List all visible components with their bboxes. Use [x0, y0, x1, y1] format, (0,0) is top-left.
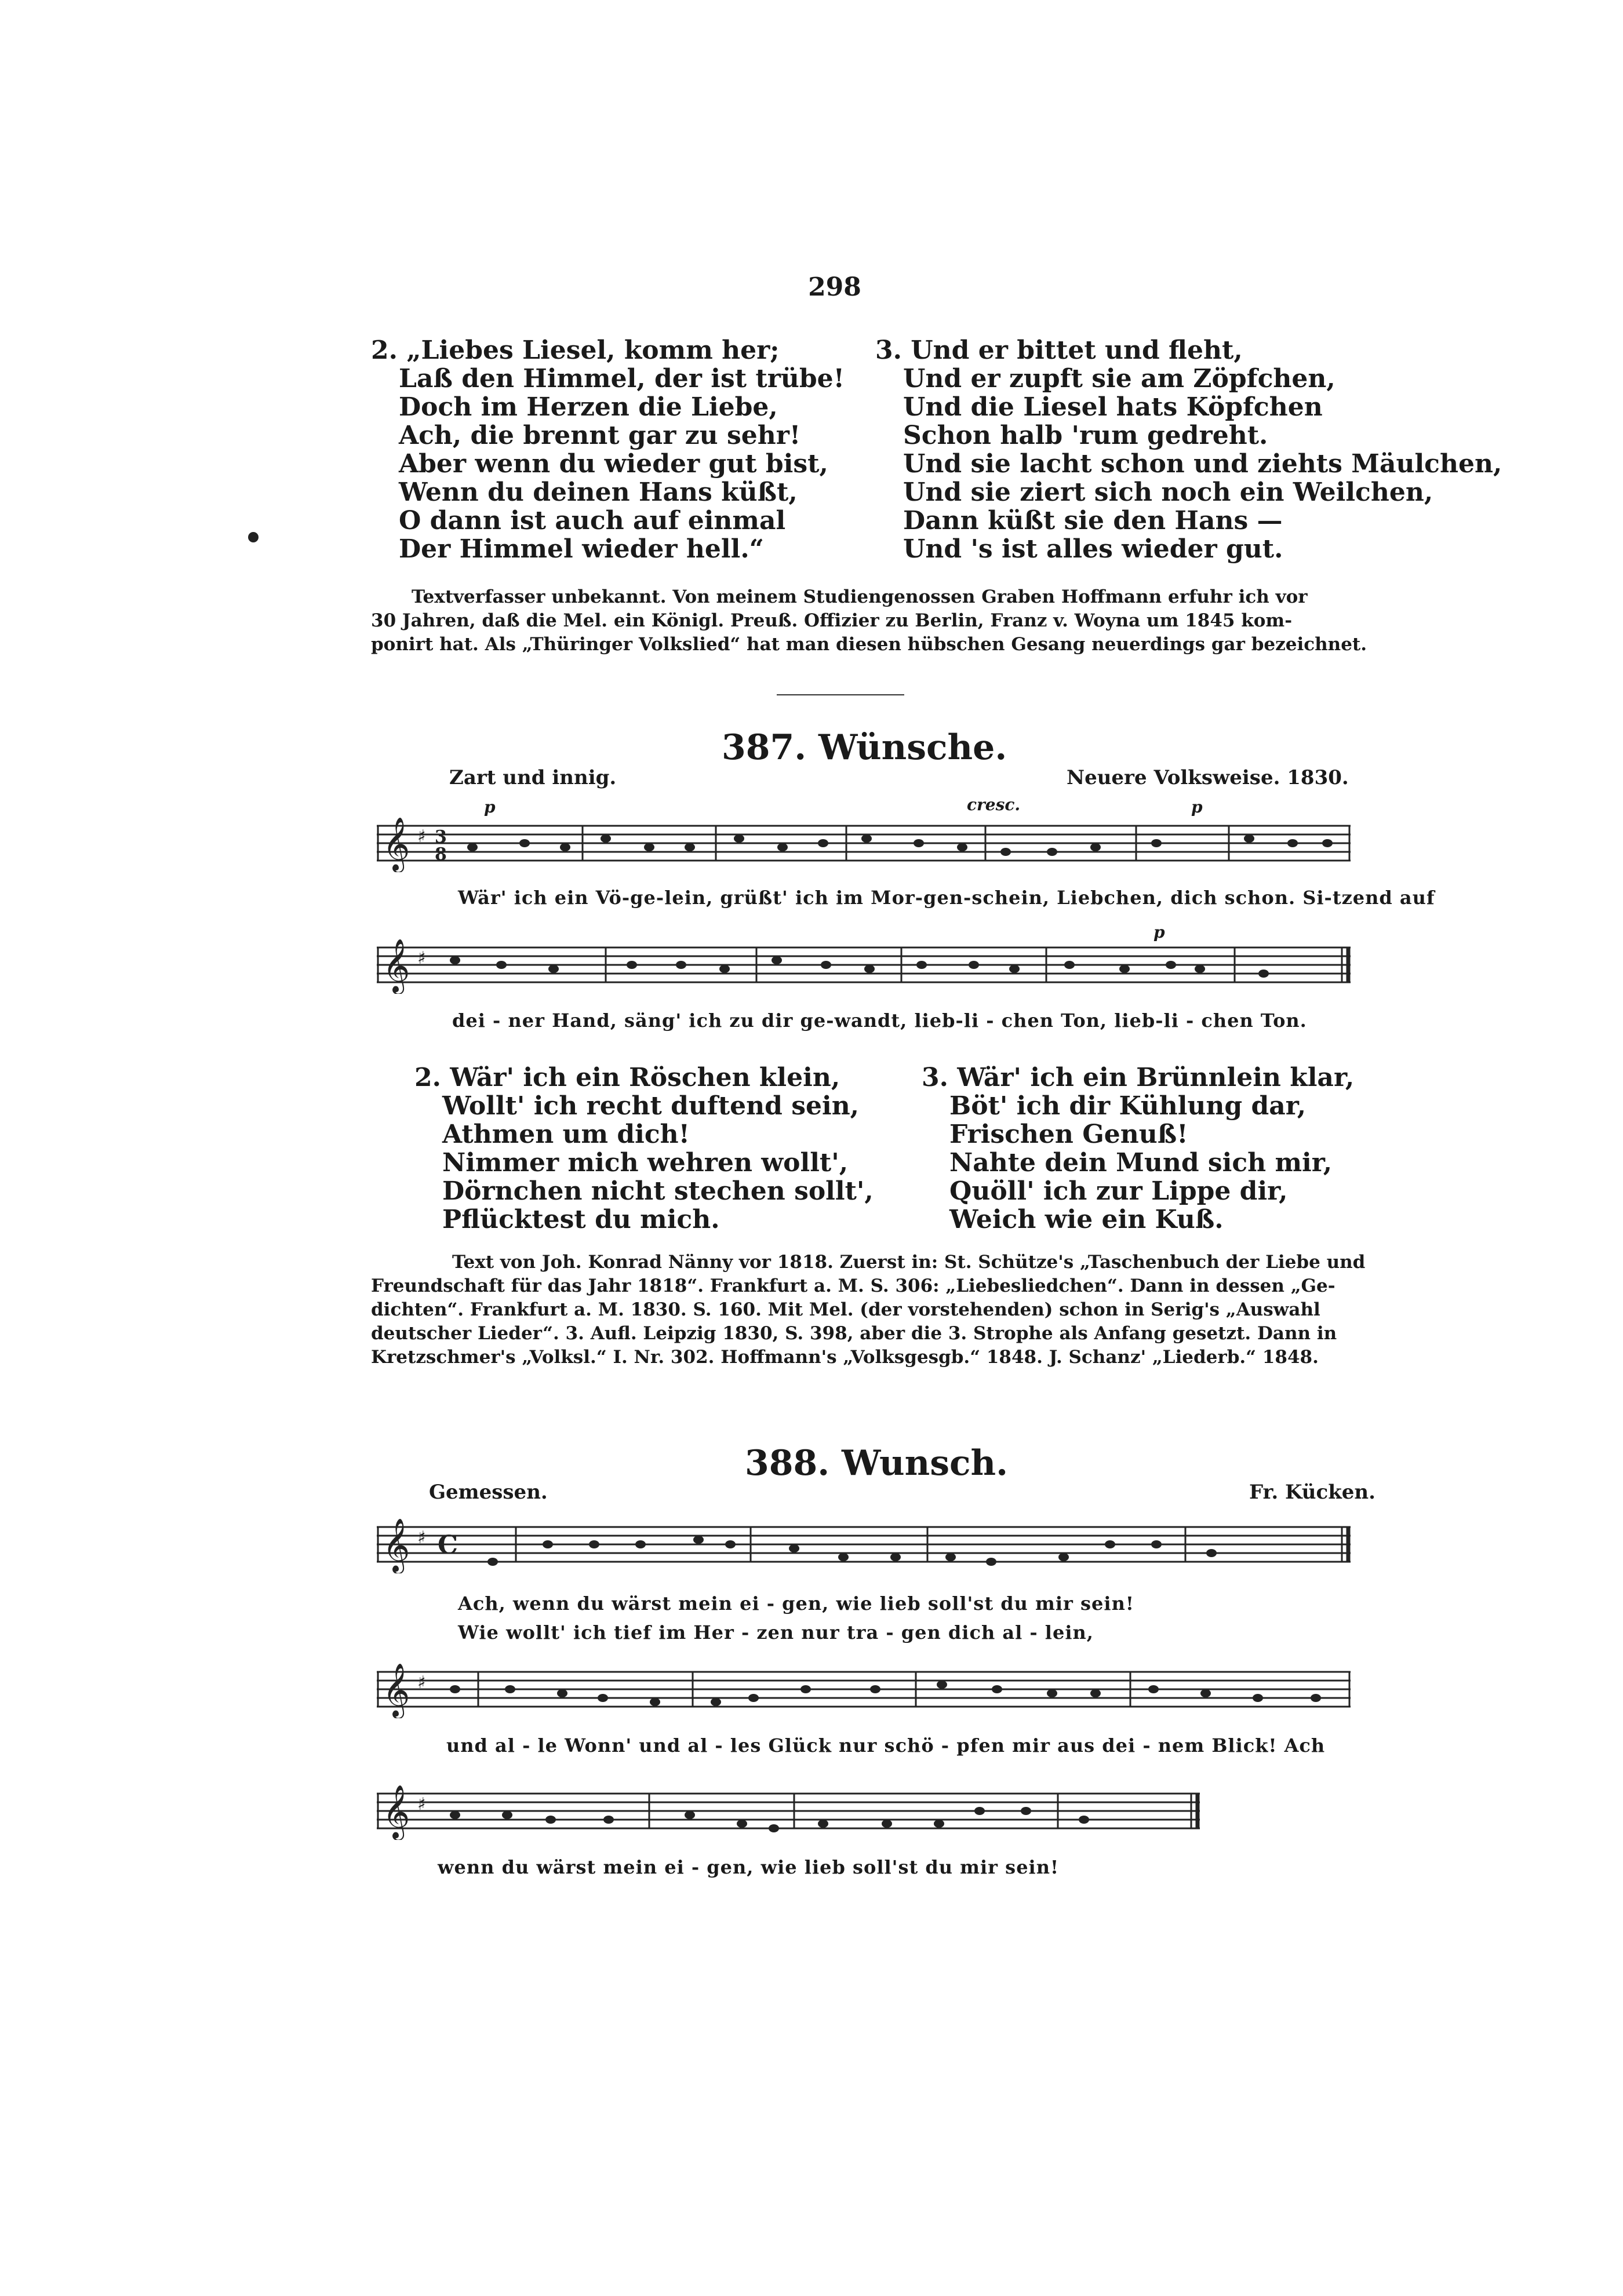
dynamic-marking: p — [1153, 923, 1165, 942]
poem-stanza-3 — [875, 336, 1502, 563]
footnote-line: Textverfasser unbekannt. Von meinem Studiengenossen Graben Hoffmann erfuhr ich vor — [412, 586, 1308, 607]
svg-text:𝄞: 𝄞 — [383, 1784, 410, 1838]
dynamic-marking: p — [484, 797, 496, 817]
svg-text:8: 8 — [435, 844, 447, 865]
lyrics-line: wenn du wärst mein ei - gen, wie lieb soll'st du mir sein! — [438, 1856, 1060, 1878]
composer: Neuere Volksweise. 1830. — [1067, 766, 1349, 789]
footnote-prev — [371, 585, 1367, 657]
verse-line: Und sie ziert sich noch ein Weilchen, — [903, 478, 1433, 507]
music-staff — [377, 1782, 1200, 1840]
svg-text:♯: ♯ — [417, 1528, 426, 1548]
music-staff — [377, 814, 1351, 872]
lyrics-line: Ach, wenn du wärst mein ei - gen, wie lieb soll'st du mir sein! — [458, 1592, 1134, 1615]
svg-text:♯: ♯ — [417, 826, 426, 847]
footnote-line: dichten“. Frankfurt a. M. 1830. S. 160. Mit Mel. (der vorstehenden) schon in Serig's „Auswahl — [371, 1299, 1320, 1320]
verse-line: Pflücktest du mich. — [442, 1205, 720, 1234]
verse-line: 3. Und er bittet und fleht, — [875, 336, 1243, 365]
lyrics-line: dei - ner Hand, säng' ich zu dir ge-wandt, lieb-li - chen Ton, lieb-li - chen Ton. — [452, 1009, 1307, 1032]
composer: Fr. Kücken. — [1249, 1481, 1375, 1504]
verse-line: Frischen Genuß! — [949, 1120, 1188, 1149]
verse-line: Aber wenn du wieder gut bist, — [399, 449, 828, 479]
tempo-marking: Zart und innig. — [449, 766, 617, 789]
tempo-marking: Gemessen. — [429, 1481, 548, 1504]
verse-line: Ach, die brennt gar zu sehr! — [399, 421, 801, 450]
svg-text:♯: ♯ — [417, 948, 426, 968]
verse-line: Nahte dein Mund sich mir, — [949, 1148, 1333, 1178]
verse-line: Dörnchen nicht stechen sollt', — [442, 1176, 874, 1206]
svg-text:𝄞: 𝄞 — [383, 817, 410, 870]
section-divider — [777, 694, 904, 695]
verse-line: Schon halb 'rum gedreht. — [903, 421, 1268, 450]
page-number: 298 — [808, 272, 861, 302]
footnote-line: ponirt hat. Als „Thüringer Volkslied“ hat man diesen hübschen Gesang neuerdings gar bezeichnet. — [371, 634, 1367, 655]
svg-text:C: C — [438, 1530, 458, 1560]
verse-line: Dann küßt sie den Hans — — [903, 506, 1283, 535]
verse-line: Wenn du deinen Hans küßt, — [399, 478, 798, 507]
music-staff — [377, 1515, 1351, 1573]
music-staff — [377, 936, 1351, 994]
verse-line: 2. Wär' ich ein Röschen klein, — [414, 1063, 840, 1092]
verse-line: 2. „Liebes Liesel, komm her; — [371, 336, 780, 365]
svg-text:♯: ♯ — [417, 1672, 426, 1693]
verse-line: Und die Liesel hats Köpfchen — [903, 392, 1323, 422]
verse-line: 3. Wär' ich ein Brünnlein klar, — [922, 1063, 1355, 1092]
svg-text:𝄞: 𝄞 — [383, 1518, 410, 1572]
song-title: 387. Wünsche. — [722, 727, 1007, 768]
song387-stanza-3 — [922, 1063, 1354, 1234]
verse-line: Quöll' ich zur Lippe dir, — [949, 1176, 1288, 1206]
verse-line: Athmen um dich! — [442, 1120, 690, 1149]
svg-text:3: 3 — [435, 827, 447, 847]
lyrics-line: Wär' ich ein Vö-ge-lein, grüßt' ich im Mor-gen-schein, Liebchen, dich schon. Si-tzend auf — [458, 887, 1435, 909]
lyrics-line: Wie wollt' ich tief im Her - zen nur tra - gen dich al - lein, — [458, 1621, 1094, 1643]
song-title: 388. Wunsch. — [745, 1443, 1009, 1484]
poem-stanza-2 — [371, 336, 845, 563]
footnote-line: Freundschaft für das Jahr 1818“. Frankfurt a. M. S. 306: „Liebesliedchen“. Dann in dessen „Ge- — [371, 1275, 1335, 1296]
footnote-387 — [371, 1251, 1365, 1369]
footnote-line: Text von Joh. Konrad Nänny vor 1818. Zuerst in: St. Schütze's „Taschenbuch der Liebe und — [452, 1252, 1366, 1273]
verse-line: Wollt' ich recht duftend sein, — [442, 1091, 859, 1121]
song387-stanza-2 — [414, 1063, 874, 1234]
verse-line: Der Himmel wieder hell.“ — [399, 534, 764, 564]
footnote-line: Kretzschmer's „Volksl.“ I. Nr. 302. Hoffmann's „Volksgesgb.“ 1848. J. Schanz' „Liederb.“ 1848. — [371, 1347, 1319, 1368]
music-staff — [377, 1660, 1351, 1718]
verse-line: Und sie lacht schon und ziehts Mäulchen, — [903, 449, 1502, 479]
verse-line: Nimmer mich wehren wollt', — [442, 1148, 849, 1178]
verse-line: Weich wie ein Kuß. — [949, 1205, 1224, 1234]
footnote-line: 30 Jahren, daß die Mel. ein Königl. Preuß. Offizier zu Berlin, Franz v. Woyna um 1845 kom- — [371, 610, 1293, 631]
dynamic-marking: p — [1191, 797, 1203, 817]
svg-text:𝄞: 𝄞 — [383, 938, 410, 992]
lyrics-line: und al - le Wonn' und al - les Glück nur schö - pfen mir aus dei - nem Blick! Ach — [446, 1734, 1326, 1756]
margin-dot — [248, 532, 259, 542]
footnote-line: deutscher Lieder“. 3. Aufl. Leipzig 1830, S. 398, aber die 3. Strophe als Anfang gesetzt. Dann in — [371, 1323, 1337, 1344]
verse-line: Doch im Herzen die Liebe, — [399, 392, 778, 422]
verse-line: Und er zupft sie am Zöpfchen, — [903, 364, 1335, 393]
verse-line: Und 's ist alles wieder gut. — [903, 534, 1283, 564]
verse-line: Böt' ich dir Kühlung dar, — [949, 1091, 1307, 1121]
verse-line: O dann ist auch auf einmal — [399, 506, 786, 535]
svg-text:𝄞: 𝄞 — [383, 1663, 410, 1716]
dynamic-marking: cresc. — [967, 795, 1021, 814]
svg-text:♯: ♯ — [417, 1794, 426, 1814]
verse-line: Laß den Himmel, der ist trübe! — [399, 364, 845, 393]
